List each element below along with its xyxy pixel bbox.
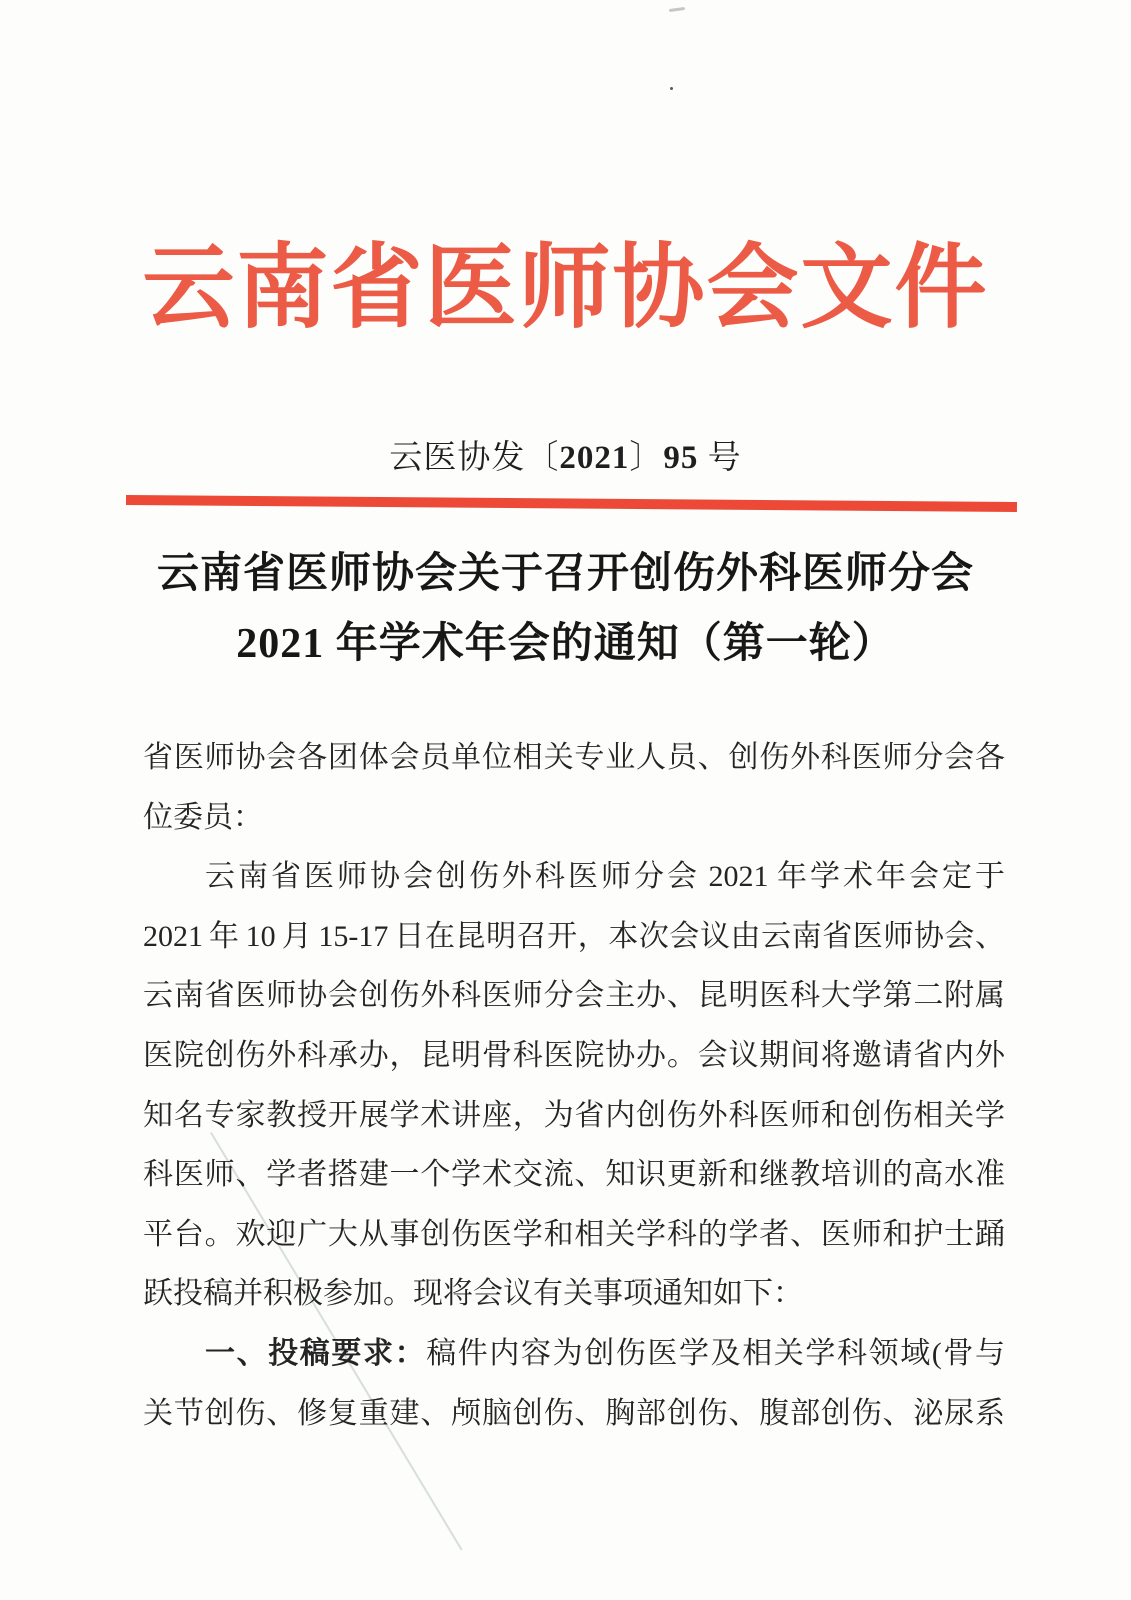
body-line-section-1 [143, 1324, 1005, 1384]
body-line: 云南省医师协会创伤外科医师分会主办、昆明医科大学第二附属 [143, 979, 1005, 1013]
body-line: 云南省医师协会创伤外科医师分会 2021 年学术年会定于 [205, 860, 1005, 894]
doc-number-suffix: 号 [698, 440, 742, 476]
section-1-heading: 一、投稿要求： [205, 1336, 427, 1370]
doc-number-bracket: 〕 [629, 440, 664, 476]
doc-title-line1: 云南省医师协会关于召开创伤外科医师分会 [156, 551, 974, 597]
doc-number-year: 2021 [559, 440, 630, 476]
body-line: 2021 年 10 月 15-17 日在昆明召开，本次会议由云南省医师协会、 [143, 919, 1005, 953]
doc-number-serial: 95 [663, 440, 699, 476]
body-line: 跃投稿并积极参加。现将会议有关事项通知如下： [143, 1277, 803, 1311]
body-line: 关节创伤、修复重建、颅脑创伤、胸部创伤、腹部创伤、泌尿系 [143, 1396, 1005, 1430]
doc-number-prefix: 云医协发〔 [389, 440, 560, 476]
scan-artifact-speck [670, 87, 673, 90]
body-line: 科医师、学者搭建一个学术交流、知识更新和继教培训的高水准 [143, 1158, 1005, 1192]
body-line: 医院创伤外科承办，昆明骨科医院协办。会议期间将邀请省内外 [143, 1038, 1005, 1072]
body-text [143, 728, 1005, 1443]
body-line: 平台。欢迎广大从事创伤医学和相关学科的学者、医师和护士踊 [143, 1217, 1005, 1251]
doc-title [0, 539, 1131, 679]
body-line-salutation: 省医师协会各团体会员单位相关专业人员、创伤外科医师分会各 [143, 741, 1005, 774]
doc-number [0, 436, 1131, 480]
section-1-text: 稿件内容为创伤医学及相关学科领域(骨与 [426, 1336, 1005, 1370]
body-line: 知名专家教授开展学术讲座，为省内创伤外科医师和创伤相关学 [143, 1098, 1005, 1132]
org-letterhead-title: 云南省医师协会文件 [142, 237, 989, 339]
red-rule-divider [126, 495, 1017, 512]
doc-title-line2: 2021 年学术年会的通知（第一轮） [236, 621, 895, 667]
body-line-salutation-cont: 位委员： [143, 800, 263, 834]
scan-artifact-dash [669, 7, 685, 12]
